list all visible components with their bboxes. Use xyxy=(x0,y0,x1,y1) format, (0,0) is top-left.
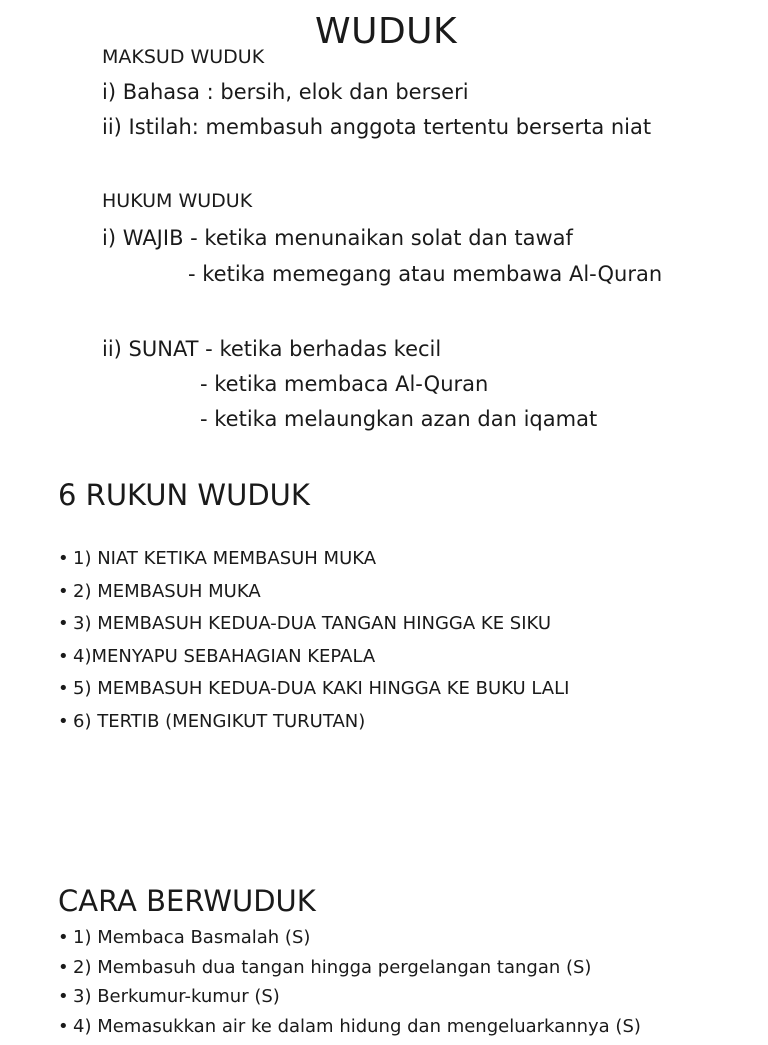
hukum-wajib-subline: - ketika memegang atau membawa Al-Quran xyxy=(188,262,662,286)
hukum-wajib-line: i) WAJIB - ketika menunaikan solat dan tawaf xyxy=(102,226,573,250)
cara-item-text: 4) Memasukkan air ke dalam hidung dan mengeluarkannya (S) xyxy=(73,1016,641,1037)
bullet-marker: • xyxy=(58,678,73,699)
rukun-list xyxy=(58,548,569,743)
cara-item-text: 2) Membasuh dua tangan hingga pergelangan tangan (S) xyxy=(73,957,591,978)
hukum-sunat-subline-1: - ketika membaca Al-Quran xyxy=(200,372,488,396)
list-item xyxy=(58,986,641,1016)
list-item xyxy=(58,548,569,581)
list-item xyxy=(58,581,569,614)
list-item xyxy=(58,646,569,679)
list-item xyxy=(58,957,641,987)
bullet-marker: • xyxy=(58,613,73,634)
cara-list xyxy=(58,927,641,1045)
bullet-marker: • xyxy=(58,711,73,732)
bullet-marker: • xyxy=(58,1016,73,1037)
maksud-heading: MAKSUD WUDUK xyxy=(102,47,264,69)
cara-item-text: 3) Berkumur-kumur (S) xyxy=(73,986,280,1007)
bullet-marker: • xyxy=(58,581,73,602)
bullet-marker: • xyxy=(58,986,73,1007)
list-item xyxy=(58,927,641,957)
list-item xyxy=(58,613,569,646)
bullet-marker: • xyxy=(58,927,73,948)
bullet-marker: • xyxy=(58,548,73,569)
rukun-item-text: 1) NIAT KETIKA MEMBASUH MUKA xyxy=(73,548,376,569)
page-title: WUDUK xyxy=(315,14,457,50)
rukun-item-text: 3) MEMBASUH KEDUA-DUA TANGAN HINGGA KE SIKU xyxy=(73,613,551,634)
hukum-sunat-line: ii) SUNAT - ketika berhadas kecil xyxy=(102,337,441,361)
hukum-sunat-subline-2: - ketika melaungkan azan dan iqamat xyxy=(200,407,597,431)
cara-heading: CARA BERWUDUK xyxy=(58,887,316,916)
bullet-marker: • xyxy=(58,957,73,978)
maksud-bahasa-line: i) Bahasa : bersih, elok dan berseri xyxy=(102,80,469,104)
cara-item-text: 1) Membaca Basmalah (S) xyxy=(73,927,310,948)
rukun-heading: 6 RUKUN WUDUK xyxy=(58,481,310,510)
rukun-item-text: 6) TERTIB (MENGIKUT TURUTAN) xyxy=(73,711,365,732)
bullet-marker: • xyxy=(58,646,73,667)
list-item xyxy=(58,711,569,744)
list-item xyxy=(58,678,569,711)
maksud-istilah-line: ii) Istilah: membasuh anggota tertentu berserta niat xyxy=(102,115,651,139)
rukun-item-text: 4)MENYAPU SEBAHAGIAN KEPALA xyxy=(73,646,375,667)
rukun-item-text: 5) MEMBASUH KEDUA-DUA KAKI HINGGA KE BUKU LALI xyxy=(73,678,569,699)
hukum-heading: HUKUM WUDUK xyxy=(102,191,252,213)
list-item xyxy=(58,1016,641,1045)
rukun-item-text: 2) MEMBASUH MUKA xyxy=(73,581,261,602)
